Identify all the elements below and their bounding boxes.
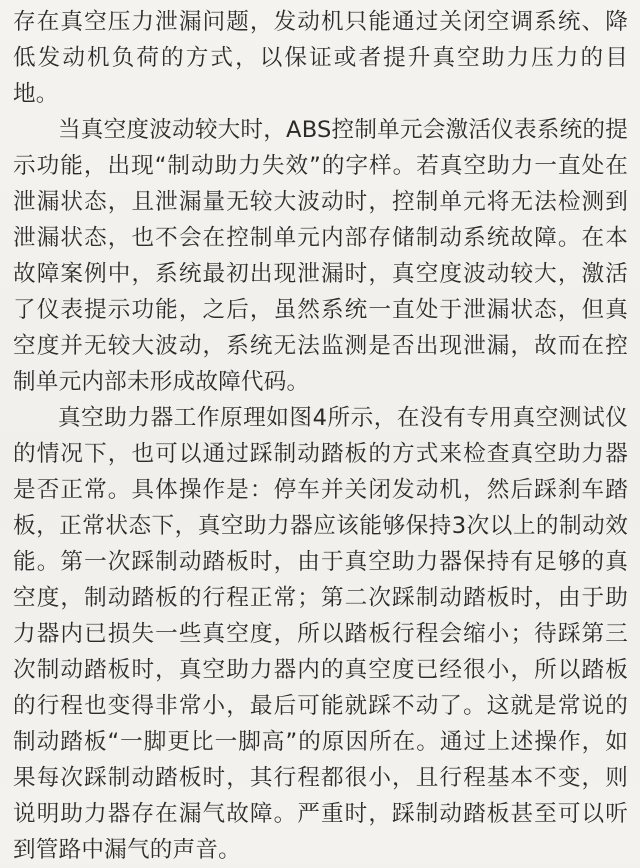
paragraph-1: 存在真空压力泄漏问题，发动机只能通过关闭空调系统、降低发动机负荷的方式，以保证或者提升真空助力压力的目地。 [13,9,628,107]
article-body [13,4,628,868]
paragraph-2: 当真空度波动较大时，ABS控制单元会激活仪表系统的提示功能，出现“制动助力失效”的字样。若真空助力一直处在泄漏状态，且泄漏量无较大波动时，控制单元将无法检测到泄漏状态，也不会在控制单元内部存储制动系统故障。在本故障案例中，系统最初出现泄漏时，真空度波动较大，激活了仪表提示功能，之后，虽然系统一直处于泄漏状态，但真空度并无较大波动，系统无法监测是否出现泄漏，故而在控制单元内部未形成故障代码。 [13,117,628,395]
paragraph-3: 真空助力器工作原理如图4所示，在没有专用真空测试仪的情况下，也可以通过踩制动踏板的方式来检查真空助力器是否正常。具体操作是：停车并关闭发动机，然后踩刹车踏板，正常状态下，真空助力器应该能够保持3次以上的制动效能。第一次踩制动踏板时，由于真空助力器保持有足够的真空度，制动踏板的行程正常；第二次踩制动踏板时，由于助力器内已损失一些真空度，所以踏板行程会缩小；待踩第三次制动踏板时，真空助力器内的真空度已经很小，所以踏板的行程也变得非常小，最后可能就踩不动了。这就是常说的制动踏板“一脚更比一脚高”的原因所在。通过上述操作，如果每次踩制动踏板时，其行程都很小，且行程基本不变，则说明助力器存在漏气故障。严重时，踩制动踏板甚至可以听到管路中漏气的声音。 [13,405,628,863]
